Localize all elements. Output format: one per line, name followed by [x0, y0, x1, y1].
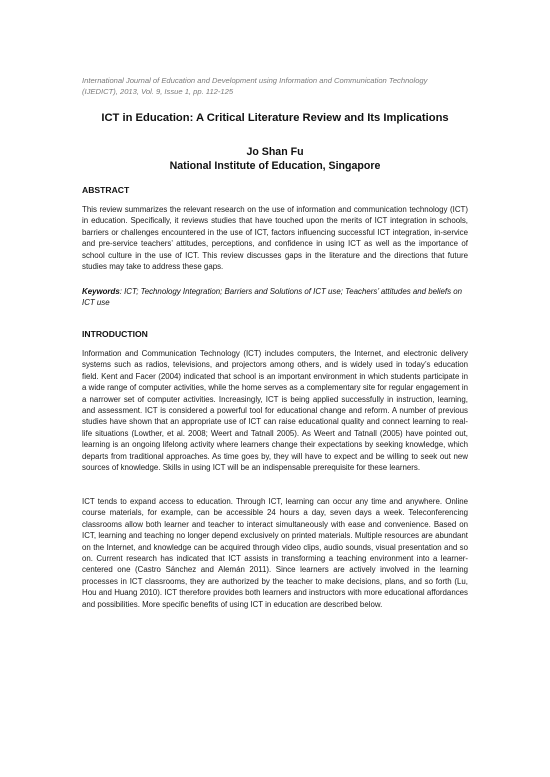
author-affiliation: National Institute of Education, Singapore	[169, 160, 381, 172]
paper-title: ICT in Education: A Critical Literature Review and Its Implications	[101, 112, 449, 124]
journal-header	[82, 75, 482, 97]
keywords-text: : ICT; Technology Integration; Barriers and Solutions of ICT use; Teachers’ attitudes and beliefs on ICT use	[82, 287, 462, 308]
author-name: Jo Shan Fu	[246, 146, 304, 158]
introduction-heading: INTRODUCTION	[82, 329, 148, 339]
journal-name: International Journal of Education and Development using Information and Communication Technology	[82, 76, 428, 85]
abstract-text: This review summarizes the relevant research on the use of information and communication technology (ICT) in education. Specifically, it reviews studies that have touched upon the merits of ICT integration in schools, barriers or challenges encountered in the use of ICT, factors influencing successful ICT integration, in-service and pre-service teachers’ attitudes, perceptions, and confidence in using ICT as well as the importance of school culture in the use of ICT. This review discusses gaps in the literature and the directions that future studies may take to address these gaps.	[82, 205, 468, 272]
journal-citation: (IJEDICT), 2013, Vol. 9, Issue 1, pp. 112-125	[82, 87, 234, 96]
keywords	[82, 286, 468, 309]
introduction-paragraph-2: ICT tends to expand access to education. Through ICT, learning can occur any time and anywhere. Online course materials, for example, can be accessible 24 hours a day, seven days a week. Teleconferencing classrooms allow both learner and teacher to interact simultaneously with ease and convenience. Based on ICT, learning and teaching no longer depend exclusively on printed materials. Multiple resources are abundant on the Internet, and knowledge can be acquired through video clips, audio sounds, visual presentation and so on. Current research has indicated that ICT assists in transforming a teaching environment into a learner-centered one (Castro Sánchez and Alemán 2011). Since learners are actively involved in the learning processes in ICT classrooms, they are authorized by the teacher to make decisions, plans, and so forth (Lu, Hou and Huang 2010). ICT therefore provides both learners and instructors with more educational affordances and possibilities. More specific benefits of using ICT in education are described below.	[82, 497, 468, 609]
keywords-label: Keywords	[82, 287, 120, 296]
abstract-heading: ABSTRACT	[82, 185, 130, 195]
introduction-paragraph-1: Information and Communication Technology (ICT) includes computers, the Internet, and electronic delivery systems such as radios, televisions, and projectors among others, and is widely used in today’s education field. Kent and Facer (2004) indicated that school is an important environment in which students participate in a wide range of computer activities, while the home serves as a complementary site for regular engagement in a narrower set of computer activities. Increasingly, ICT is being applied successfully in instruction, learning, and assessment. ICT is considered a powerful tool for educational change and reform. A number of previous studies have shown that an appropriate use of ICT can raise educational quality and connect learning to real-life situations (Lowther, et al. 2008; Weert and Tatnall 2005). As Weert and Tatnall (2005) have pointed out, learning is an ongoing lifelong activity where learners change their expectations by seeking knowledge, which departs from traditional approaches. As time goes by, they will have to expect and be willing to seek out new sources of knowledge. Skills in using ICT will be an indispensable prerequisite for these learners.	[82, 349, 468, 473]
